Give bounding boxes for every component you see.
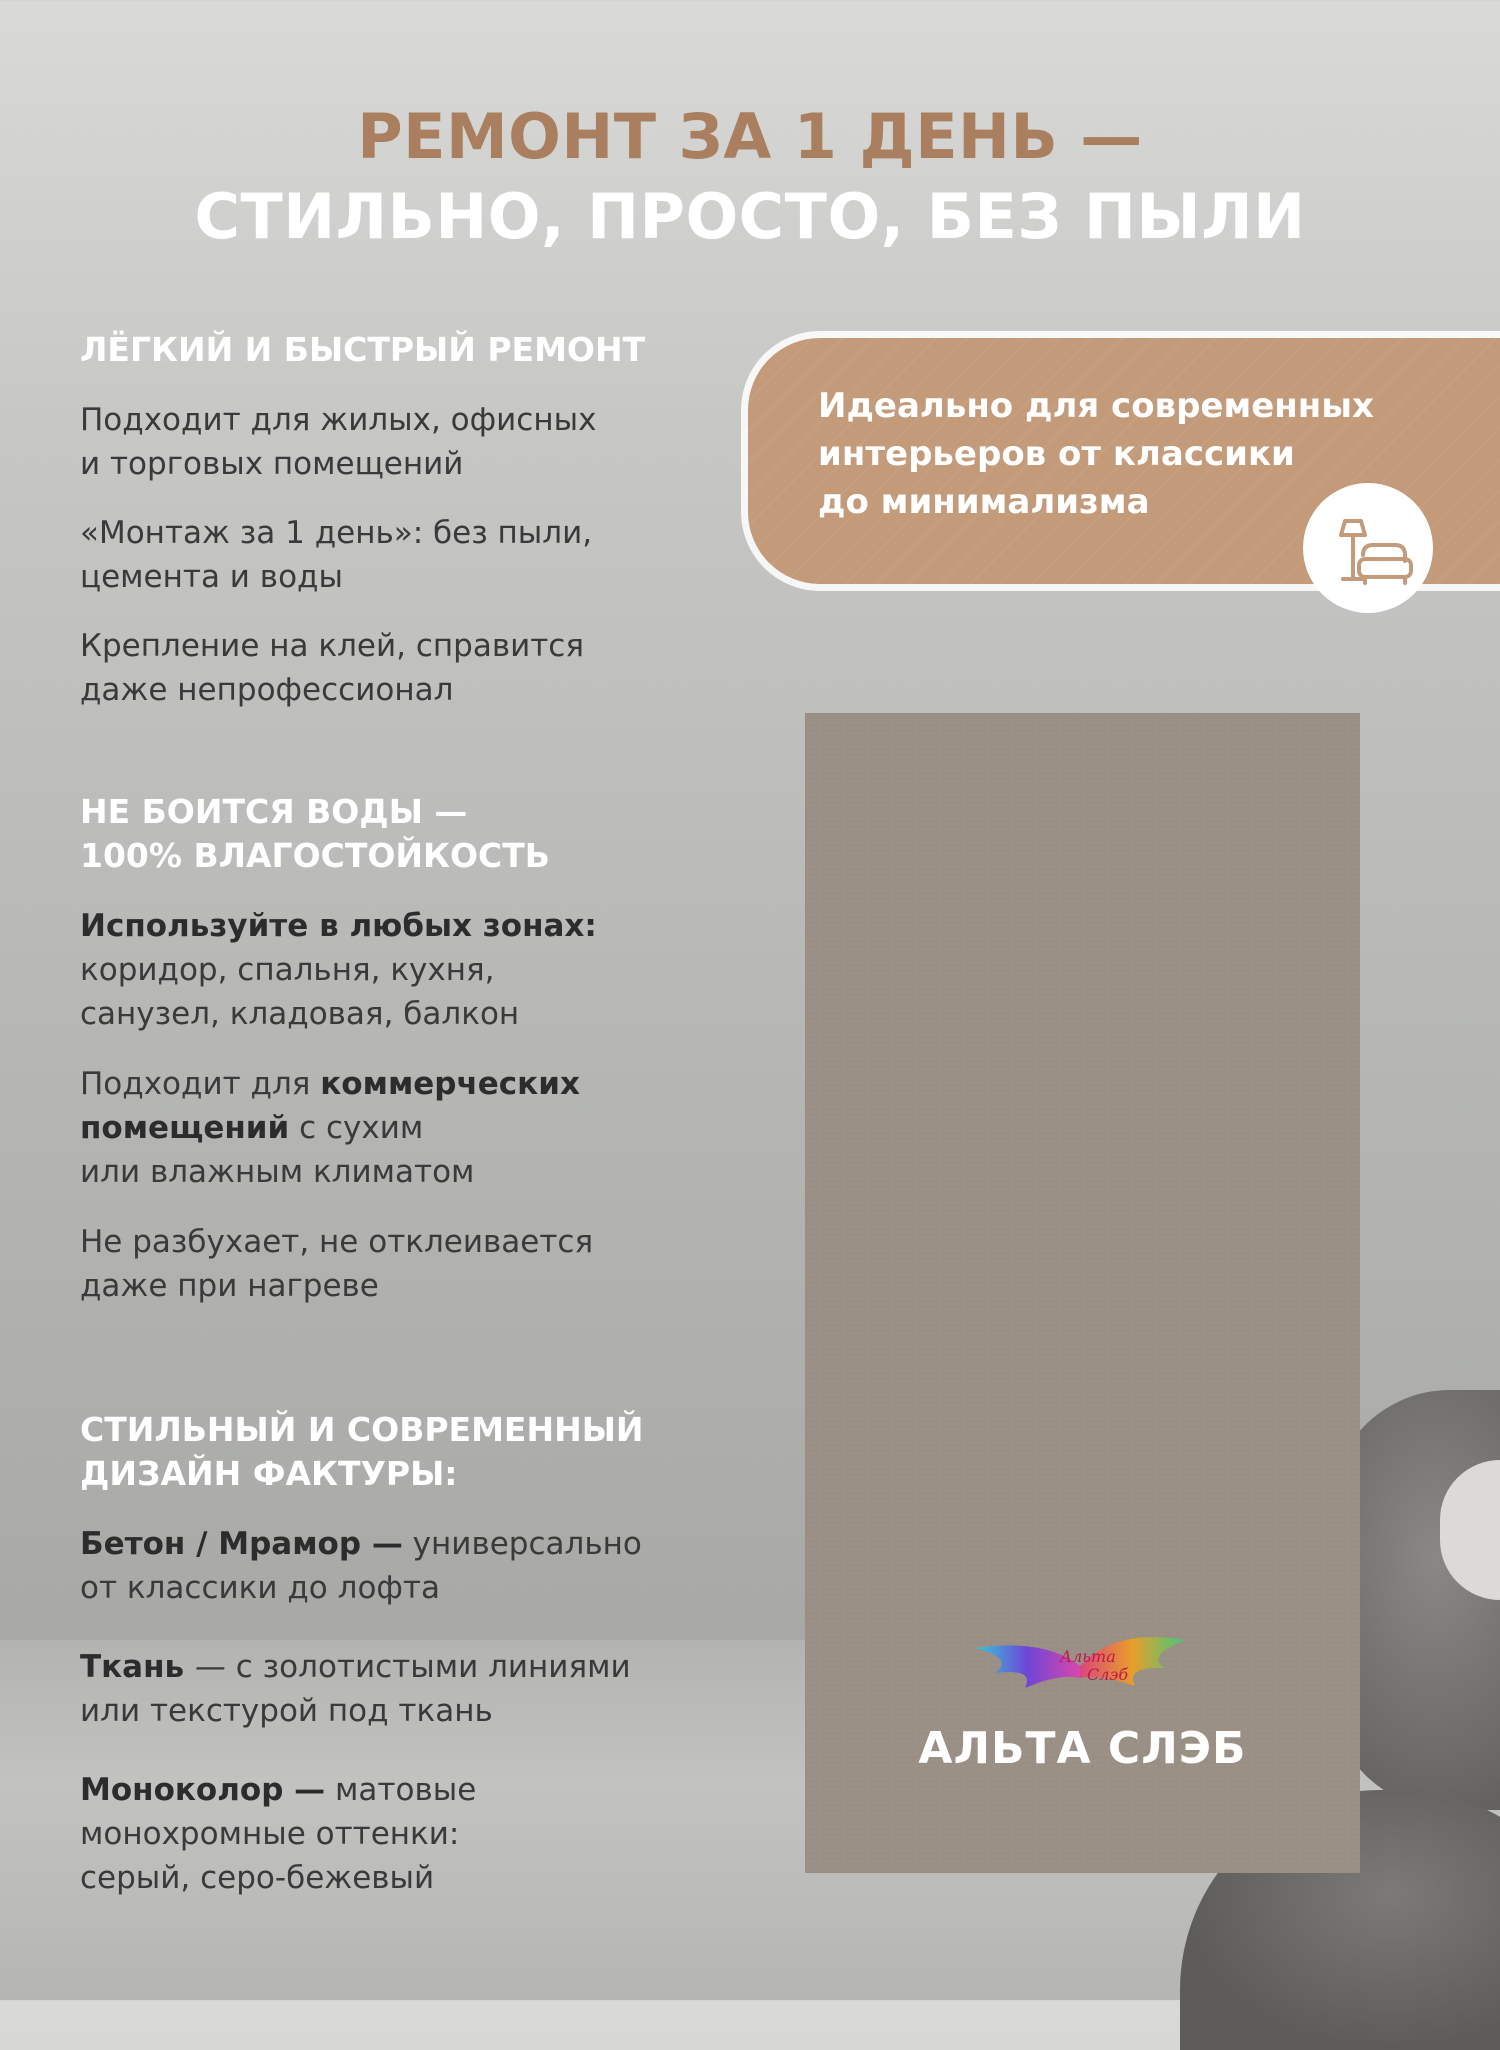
heading-line: 100% ВЛАГОСТОЙКОСТЬ	[80, 836, 550, 875]
page-title-line-2: СТИЛЬНО, ПРОСТО, БЕЗ ПЫЛИ	[194, 180, 1306, 253]
feature-line: от классики до лофта	[80, 1570, 440, 1606]
feature-item	[80, 511, 740, 599]
section-water-resistance	[80, 790, 740, 1308]
section-heading	[80, 1408, 740, 1496]
feature-line: или текстурой под ткань	[80, 1693, 493, 1729]
feature-item	[80, 1645, 740, 1733]
feature-line: цемента и воды	[80, 559, 343, 595]
feature-bold: Бетон / Мрамор —	[80, 1526, 403, 1562]
feature-item	[80, 1522, 740, 1610]
feature-item	[80, 1768, 740, 1900]
feature-line: монохромные оттенки:	[80, 1816, 460, 1852]
heading-line: СТИЛЬНЫЙ И СОВРЕМЕННЫЙ	[80, 1410, 644, 1449]
feature-item	[80, 1062, 740, 1194]
heading-line: ДИЗАЙН ФАКТУРЫ:	[80, 1454, 458, 1493]
feature-text: матовые	[325, 1772, 477, 1808]
feature-line: даже непрофессионал	[80, 672, 454, 708]
feature-text: универсально	[402, 1526, 642, 1562]
feature-bold: Ткань	[80, 1649, 195, 1685]
feature-line: Не разбухает, не отклеивается	[80, 1224, 594, 1260]
heading-line: НЕ БОИТСЯ ВОДЫ —	[80, 792, 468, 831]
feature-bold: Моноколор —	[80, 1772, 326, 1808]
feature-text: Подходит для	[80, 1066, 321, 1102]
promo-card	[748, 338, 1500, 584]
product-panel	[805, 713, 1360, 1873]
feature-line: «Монтаж за 1 день»: без пыли,	[80, 515, 593, 551]
feature-line: Крепление на клей, справится	[80, 628, 584, 664]
section-design	[80, 1408, 740, 1900]
feature-line: или влажным климатом	[80, 1154, 475, 1190]
feature-line: коридор, спальня, кухня,	[80, 952, 495, 988]
logo-text: Слэб	[1087, 1665, 1129, 1684]
promo-line: Идеально для современных	[818, 386, 1374, 426]
section-heading	[80, 790, 740, 878]
section-heading: ЛЁГКИЙ И БЫСТРЫЙ РЕМОНТ	[80, 330, 646, 369]
page-title-line-1: РЕМОНТ ЗА 1 ДЕНЬ —	[357, 100, 1143, 173]
feature-item	[80, 398, 740, 486]
feature-line: санузел, кладовая, балкон	[80, 996, 520, 1032]
feature-text: — с золотистыми линиями	[194, 1649, 631, 1685]
feature-line: и торговых помещений	[80, 446, 464, 482]
feature-text: с сухим	[289, 1110, 424, 1146]
feature-bold: помещений	[80, 1110, 290, 1146]
alta-slab-logo	[965, 1618, 1195, 1708]
promo-line: до минимализма	[818, 482, 1150, 522]
zones-label: Используйте в любых зонах:	[80, 908, 597, 944]
feature-bold: коммерческих	[320, 1066, 580, 1102]
feature-item	[80, 904, 740, 1036]
feature-line: Подходит для жилых, офисных	[80, 402, 597, 438]
feature-item	[80, 1220, 740, 1308]
feature-line: серый, серо-бежевый	[80, 1860, 435, 1896]
lamp-sofa-icon	[1303, 483, 1433, 613]
promo-line: интерьеров от классики	[818, 434, 1295, 474]
section-quick-repair	[80, 328, 740, 712]
logo-text: Альта	[1060, 1647, 1116, 1666]
feature-line: даже при нагреве	[80, 1268, 379, 1304]
brand-name: АЛЬТА СЛЭБ	[918, 1723, 1247, 1774]
feature-item	[80, 624, 740, 712]
